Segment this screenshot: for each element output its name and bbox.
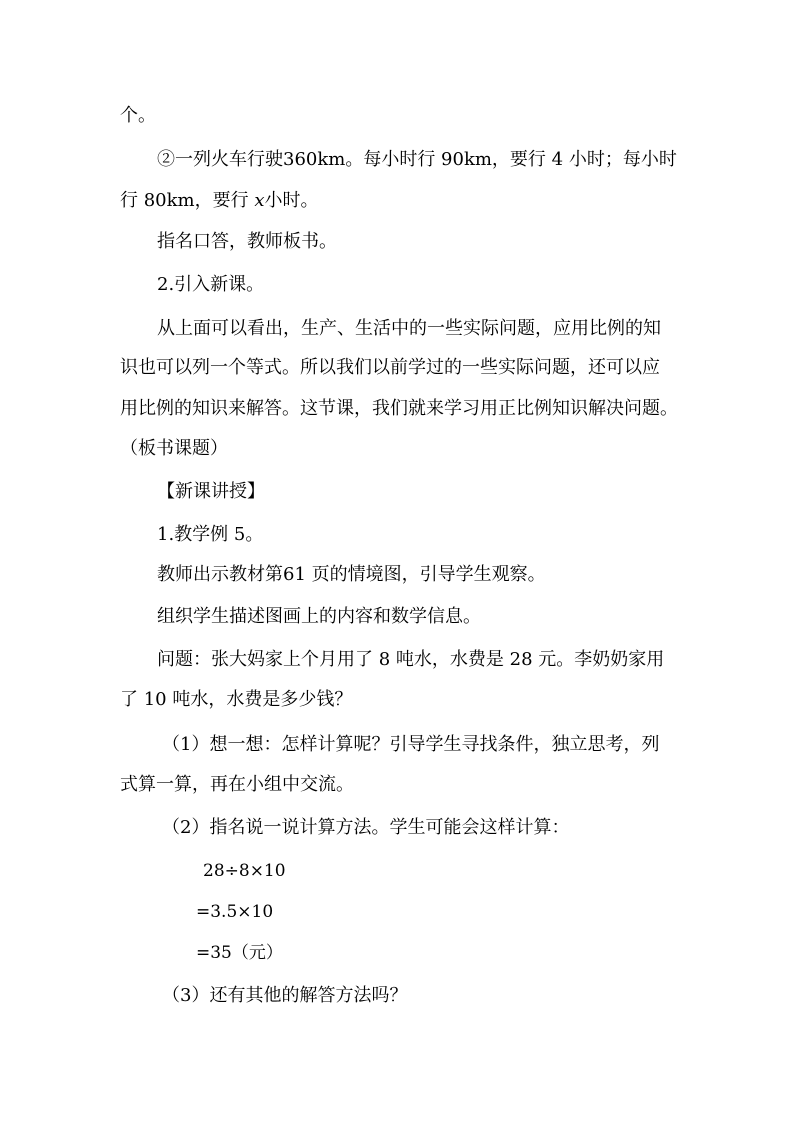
text-line: （1）想一想：怎样计算呢？引导学生寻找条件，独立思考，列 xyxy=(162,734,660,755)
section-heading: 2.引入新课。 xyxy=(157,274,265,295)
text-line: 了 10 吨水，水费是多少钱？ xyxy=(120,689,353,710)
text-line: 式算一算，再在小组中交流。 xyxy=(120,774,354,795)
section-heading: 【新课讲授】 xyxy=(157,481,265,502)
text-line: （板书课题） xyxy=(120,438,228,459)
text-line: 指名口答，教师板书。 xyxy=(157,231,337,252)
text-line: 个。 xyxy=(120,105,156,126)
text-line: 用比例的知识来解答。这节课，我们就来学习用正比例知识解决问题。 xyxy=(120,398,678,419)
text-line: （2）指名说一说计算方法。学生可能会这样计算： xyxy=(162,817,570,838)
text-fragment: 行 80km，要行 xyxy=(120,190,249,211)
calculation-line: =3.5×10 xyxy=(196,902,274,922)
text-fragment: 小时。 xyxy=(264,190,319,211)
variable-x: x xyxy=(254,190,265,211)
text-line: 识也可以列一个等式。所以我们以前学过的一些实际问题，还可以应 xyxy=(120,357,660,378)
text-line: 教师出示教材第61 页的情境图，引导学生观察。 xyxy=(157,564,546,585)
calculation-line: 28÷8×10 xyxy=(203,861,286,881)
section-heading: 1.教学例 5。 xyxy=(157,524,264,545)
text-line: 从上面可以看出，生产、生活中的一些实际问题，应用比例的知 xyxy=(157,318,661,339)
text-line xyxy=(120,189,319,213)
text-line: 问题：张大妈家上个月用了 8 吨水，水费是 28 元。李奶奶家用 xyxy=(157,649,665,670)
text-line: 组织学生描述图画上的内容和数学信息。 xyxy=(157,606,481,627)
calculation-line: =35（元） xyxy=(196,943,283,963)
text-line: （3）还有其他的解答方法吗？ xyxy=(162,985,408,1006)
text-line: ②一列火车行驶360km。每小时行 90km，要行 4 小时；每小时 xyxy=(157,149,677,170)
